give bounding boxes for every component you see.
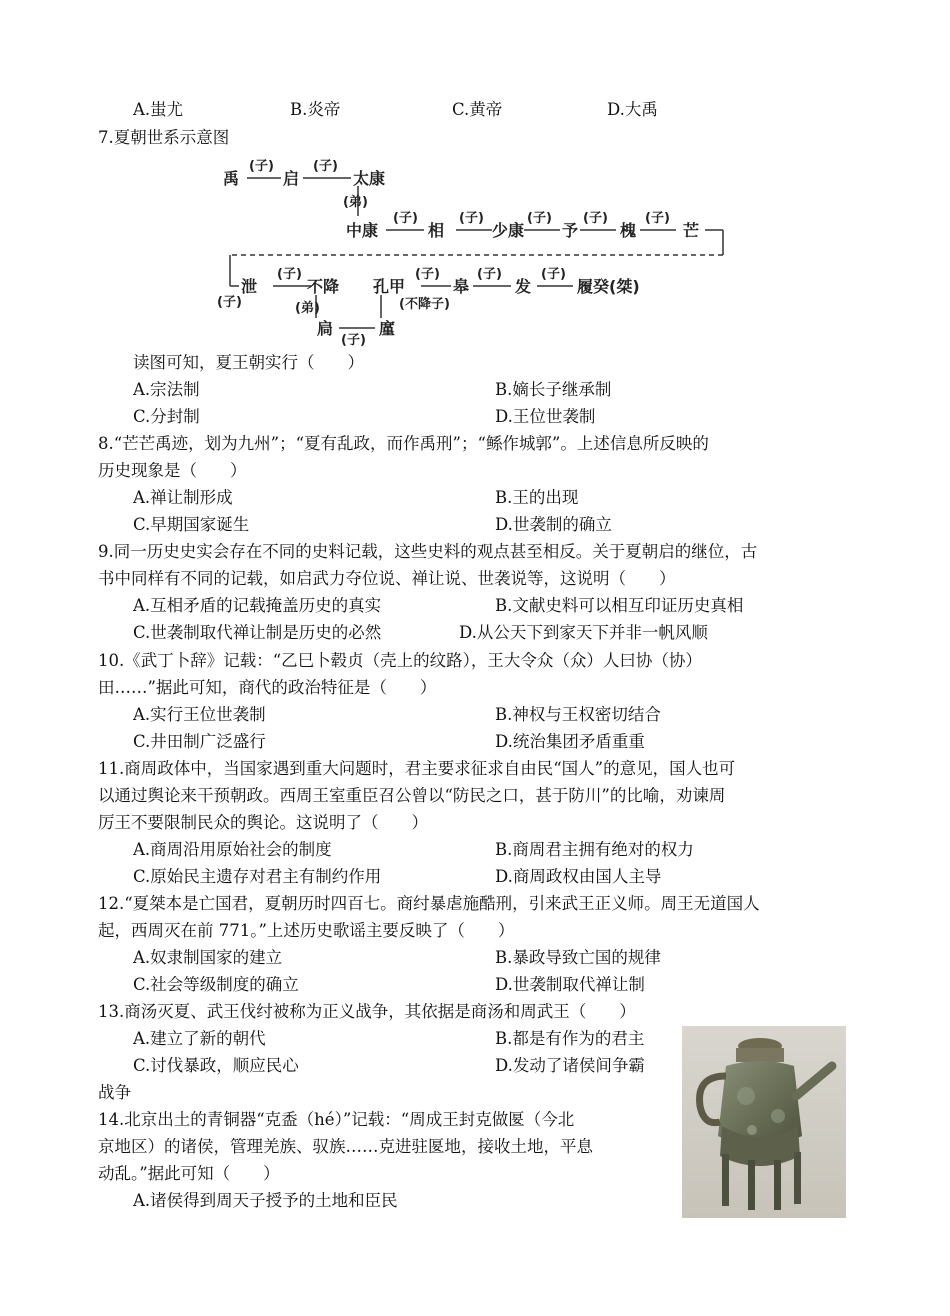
q6-option-b: B.炎帝 — [290, 100, 341, 119]
q7-title: 7.夏朝世系示意图 — [98, 128, 230, 147]
q7-option-a: A.宗法制 — [133, 380, 200, 399]
q13-option-d: D.发动了诸侯间争霸 — [495, 1056, 645, 1075]
q9-option-b: B.文献史料可以相互印证历史真相 — [495, 596, 744, 615]
q12-stem-line1: 12.“夏桀本是亡国君，夏朝历时四百七。商纣暴虐施酷刑，引来武王正义师。周王无道国人 — [98, 894, 760, 913]
q11-stem-line1: 11.商周政体中，当国家遇到重大问题时，君主要求征求自由民“国人”的意见，国人也可 — [98, 759, 736, 778]
q12-option-d: D.世袭制取代禅让制 — [495, 975, 645, 994]
q13-option-d-continued: 战争 — [98, 1083, 131, 1102]
rel-son: (子) — [277, 267, 302, 282]
q7-option-c: C.分封制 — [133, 407, 200, 426]
q13-option-c: C.讨伐暴政，顺应民心 — [133, 1056, 299, 1075]
node-zhu: 予 — [562, 221, 579, 240]
node-mang: 芒 — [683, 221, 700, 240]
node-jiong: 扃 — [317, 319, 334, 338]
q12-option-a: A.奴隶制国家的建立 — [133, 948, 283, 967]
q8-stem-line2: 历史现象是（ ） — [98, 461, 247, 480]
node-zhongkang: 中康 — [346, 221, 379, 240]
q10-option-d: D.统治集团矛盾重重 — [495, 732, 645, 751]
q8-stem-line1: 8.“芒芒禹迹，划为九州”；“夏有乱政，而作禹刑”；“鲧作城郭”。上述信息所反映的 — [98, 434, 709, 453]
node-kongjia: 孔甲 — [373, 277, 406, 296]
q9-option-c: C.世袭制取代禅让制是历史的必然 — [133, 623, 382, 642]
rel-son: (子) — [341, 333, 366, 348]
q8-option-c: C.早期国家诞生 — [133, 515, 250, 534]
q11-option-c: C.原始民主遗存对君主有制约作用 — [133, 867, 382, 886]
q9-option-a: A.互相矛盾的记载掩盖历史的真实 — [133, 596, 382, 615]
node-shaokang: 少康 — [492, 221, 525, 240]
q14-stem-line3: 动乱。”据此可知（ ） — [98, 1164, 280, 1183]
rel-son: (子) — [393, 211, 418, 226]
q8-option-d: D.世袭制的确立 — [495, 515, 612, 534]
node-xie: 泄 — [241, 277, 258, 296]
rel-son: (子) — [583, 211, 608, 226]
q14-stem-line1: 14.北京出土的青铜器“克盉（hé）”记载：“周成王封克做匽（今北 — [98, 1110, 575, 1129]
q10-option-b: B.神权与王权密切结合 — [495, 705, 661, 724]
q14-option-a: A.诸侯得到周天子授予的土地和臣民 — [133, 1191, 398, 1210]
q9-stem-line2: 书中同样有不同的记载，如启武力夺位说、禅让说、世袭说等，这说明（ ） — [98, 569, 676, 588]
rel-son: (子) — [645, 211, 670, 226]
q14-stem-line2: 京地区）的诸侯，管理羌族、驭族……克进驻匽地，接收土地，平息 — [98, 1137, 593, 1156]
q7-option-d: D.王位世袭制 — [495, 407, 596, 426]
node-qi: 启 — [283, 169, 300, 188]
rel-son: (子) — [477, 267, 502, 282]
rel-son: (子) — [217, 295, 242, 310]
q11-option-d: D.商周政权由国人主导 — [495, 867, 662, 886]
q7-stem: 读图可知，夏王朝实行（ ） — [133, 353, 364, 372]
node-huai: 槐 — [620, 221, 637, 240]
rel-son: (子) — [415, 267, 440, 282]
q10-option-c: C.井田制广泛盛行 — [133, 732, 266, 751]
rel-son: (子) — [313, 159, 338, 174]
node-gao: 皋 — [453, 277, 470, 296]
node-lugui: 履癸(桀) — [577, 277, 640, 296]
node-taikang: 太康 — [353, 169, 386, 188]
node-jin: 廑 — [379, 319, 396, 338]
q7-option-b: B.嫡长子继承制 — [495, 380, 612, 399]
q6-option-a: A.蚩尤 — [133, 100, 184, 119]
q13-stem-line1: 13.商汤灭夏、武王伐纣被称为正义战争，其依据是商汤和周武王（ ） — [98, 1002, 636, 1021]
xia-lineage-diagram — [215, 150, 735, 350]
q6-option-c: C.黄帝 — [452, 100, 503, 119]
q6-option-d: D.大禹 — [607, 100, 658, 119]
q13-option-a: A.建立了新的朝代 — [133, 1029, 266, 1048]
node-bujiang: 不降 — [307, 277, 340, 296]
node-xiang: 相 — [428, 221, 445, 240]
q12-option-b: B.暴政导致亡国的规律 — [495, 948, 661, 967]
q11-stem-line2: 以通过舆论来干预朝政。西周王室重臣召公曾以“防民之口，甚于防川”的比喻，劝谏周 — [98, 786, 726, 805]
rel-son: (子) — [249, 159, 274, 174]
rel-son: (子) — [527, 211, 552, 226]
q10-option-a: A.实行王位世袭制 — [133, 705, 266, 724]
q9-stem-line1: 9.同一历史史实会存在不同的史料记载，这些史料的观点甚至相反。关于夏朝启的继位，古 — [98, 542, 758, 561]
q11-option-a: A.商周沿用原始社会的制度 — [133, 840, 332, 859]
q8-option-b: B.王的出现 — [495, 488, 579, 507]
rel-brother: (弟) — [295, 301, 320, 316]
q11-stem-line3: 厉王不要限制民众的舆论。这说明了（ ） — [98, 813, 428, 832]
rel-bujiang-son: (不降子) — [399, 297, 450, 312]
q10-stem-line1: 10.《武丁卜辞》记载：“乙巳卜毂贞（壳上的纹路），王大令众（众）人曰协（协） — [98, 651, 702, 670]
q9-option-d: D.从公天下到家天下并非一帆风顺 — [459, 623, 708, 642]
q13-option-b: B.都是有作为的君主 — [495, 1029, 645, 1048]
q12-option-c: C.社会等级制度的确立 — [133, 975, 299, 994]
q12-stem-line2: 起，西周灭在前 771。”上述历史歌谣主要反映了（ ） — [98, 921, 515, 940]
node-yu: 禹 — [223, 169, 240, 188]
rel-son: (子) — [459, 211, 484, 226]
node-fa: 发 — [515, 277, 532, 296]
q11-option-b: B.商周君主拥有绝对的权力 — [495, 840, 694, 859]
bronze-he-vessel-image — [682, 1026, 846, 1218]
rel-son: (子) — [541, 267, 566, 282]
q10-stem-line2: 田……”据此可知，商代的政治特征是（ ） — [98, 678, 437, 697]
rel-brother: (弟) — [343, 195, 368, 210]
q8-option-a: A.禅让制形成 — [133, 488, 233, 507]
